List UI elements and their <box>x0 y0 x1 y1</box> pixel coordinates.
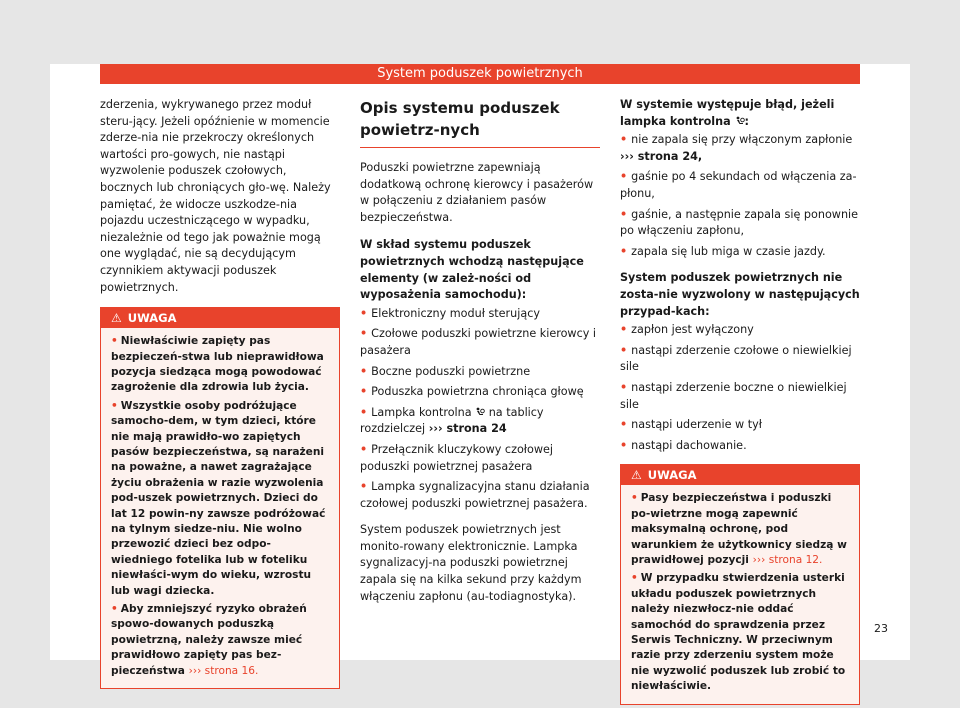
list-item <box>360 384 600 401</box>
warning-title: UWAGA <box>647 468 697 483</box>
list-item-text: gaśnie po 4 sekundach od włączenia za-płonu, <box>620 170 857 200</box>
list-item-text: Elektroniczny moduł sterujący <box>371 306 540 320</box>
list-item <box>620 417 860 434</box>
page-reference-link[interactable]: ››› strona 12. <box>752 553 823 566</box>
list-item-text: Boczne poduszki powietrzne <box>371 364 531 378</box>
warning-item <box>111 399 329 599</box>
subheading: System poduszek powietrznych nie zosta-nie wyzwolony w następujących przypad-kach: <box>620 271 860 318</box>
bullet-icon: • <box>620 323 628 337</box>
warning-item <box>111 602 329 679</box>
subheading-text: W systemie występuje błąd, jeżeli lampka kontrolna <box>620 98 835 128</box>
warning-body <box>101 328 339 688</box>
bullet-icon: • <box>111 399 118 412</box>
bullet-icon: • <box>631 572 638 585</box>
list-item <box>360 364 600 381</box>
list-item <box>620 132 860 165</box>
list-item <box>360 479 600 512</box>
warning-item <box>111 334 329 396</box>
subheading <box>620 97 860 130</box>
warning-header <box>621 465 859 485</box>
list-item <box>620 438 860 455</box>
subheading: W skład systemu poduszek powietrznych wchodzą następujące elementy (w zależ-ności od wyposażenia samochodu): <box>360 238 584 302</box>
subheading-text: : <box>744 114 750 128</box>
bullet-icon: • <box>620 133 628 147</box>
list-item-text: gaśnie, a następnie zapala się ponownie po włączeniu zapłonu, <box>620 207 859 238</box>
bullet-icon: • <box>360 306 368 320</box>
warning-item-text: Pasy bezpieczeństwa i poduszki po-wietrzne mogą zapewnić maksymalną ochronę, pod warunkiem że użytkownicy siedzą w prawidłowej pozycji <box>631 492 847 566</box>
list-item <box>620 244 860 261</box>
bullet-icon: • <box>111 335 118 348</box>
bullet-icon: • <box>620 380 628 394</box>
list-item <box>620 169 860 202</box>
list-item <box>620 343 860 376</box>
section-heading: Opis systemu poduszek powietrz-nych <box>360 97 600 148</box>
bullet-icon: • <box>360 364 368 378</box>
bullet-icon: • <box>360 385 368 399</box>
components-list <box>360 306 600 513</box>
bullet-icon: • <box>360 405 368 419</box>
warning-title: UWAGA <box>127 311 177 326</box>
list-item-text: Czołowe poduszki powietrzne kierowcy i pasażera <box>360 327 597 357</box>
list-item-text: na tablicy rozdzielczej <box>360 405 544 436</box>
airbag-warning-lamp-icon <box>735 116 745 126</box>
warning-triangle-icon: ⚠ <box>111 311 122 326</box>
list-item-text: Przełącznik kluczykowy czołowej poduszki powietrznej pasażera <box>360 442 553 473</box>
intro-paragraph: zderzenia, wykrywanego przez moduł steru-jący. Jeżeli opóźnienie w momencie zderze-nia nie przekroczy określonych wartości pro-gowych, nie nastąpi wyzwolenie poduszek czołowych, bocznych lub chroniących gło-wę. Należy pamiętać, że widocze uszkodze-nia pojazdu uczestniczącego w wypadku, niezależnie od tego jak poważnie mogą one wyglądać, nie są decydującym czynnikiem aktywacji poduszek powietrznych. <box>100 98 331 294</box>
warning-item <box>631 491 849 568</box>
bullet-icon: • <box>111 603 118 616</box>
list-item <box>620 380 860 413</box>
bullet-icon: • <box>360 480 368 494</box>
page-number: 23 <box>874 622 888 635</box>
page-reference-link[interactable]: ››› strona 16. <box>188 664 259 677</box>
cases-list <box>620 322 860 454</box>
warning-box-1 <box>100 307 340 689</box>
list-item-text: zapłon jest wyłączony <box>631 323 754 337</box>
list-item <box>360 405 600 438</box>
warning-item-text: Niewłaściwie zapięty pas bezpieczeń-stwa lub nieprawidłowa pozycja siedząca mogą powodować zagrożenie dla zdrowia lub życia. <box>111 335 324 394</box>
list-item-text: Lampka kontrolna <box>371 405 472 419</box>
page-reference-link[interactable]: ››› strona 24 <box>428 422 507 436</box>
bullet-icon: • <box>620 170 628 184</box>
bullet-icon: • <box>620 207 628 221</box>
warning-item-text: Aby zmniejszyć ryzyko obrażeń spowo-dowanych poduszką powietrzną, należy zawsze mieć prawidłowo zapięty pas bez-pieczeństwa <box>111 603 307 677</box>
bullet-icon: • <box>631 492 638 505</box>
airbag-warning-lamp-icon <box>475 407 485 417</box>
list-item <box>360 442 600 475</box>
list-item-text: Poduszka powietrzna chroniąca głowę <box>371 385 584 399</box>
list-item-text: nastąpi zderzenie czołowe o niewielkiej sile <box>620 343 852 374</box>
column-1 <box>100 97 340 689</box>
bullet-icon: • <box>620 244 628 258</box>
list-item-text: nastąpi zderzenie boczne o niewielkiej sile <box>620 380 847 411</box>
list-item <box>620 322 860 339</box>
bullet-icon: • <box>620 438 628 452</box>
warning-item <box>631 571 849 694</box>
bullet-icon: • <box>360 442 368 456</box>
list-item-text: nie zapala się przy włączonym zapłonie <box>631 133 853 147</box>
warning-box-2 <box>620 464 860 704</box>
paragraph: System poduszek powietrznych jest monito-rowany elektronicznie. Lampka sygnalizacyj-na poduszki powietrznej zapala się na kilka sekund przy każdym włączeniu zapłonu (au-todiagnostyka). <box>360 523 582 603</box>
bullet-icon: • <box>360 327 368 341</box>
page-reference-link[interactable]: ››› strona 24, <box>620 149 703 163</box>
warning-item-text: W przypadku stwierdzenia usterki układu poduszek powietrznych należy niezwłocz-nie oddać samochód do sprawdzenia przez Serwis Techniczny. W przeciwnym razie przy zderzeniu system może nie wyzwolić poduszek lub zrobić to niewłaściwie. <box>631 572 846 693</box>
section-header: System poduszek powietrznych <box>100 64 860 84</box>
column-2 <box>360 97 600 616</box>
warning-header <box>101 308 339 328</box>
warning-body <box>621 485 859 703</box>
bullet-icon: • <box>620 418 628 432</box>
bullet-icon: • <box>620 343 628 357</box>
column-3 <box>620 97 860 705</box>
error-list <box>620 132 860 260</box>
list-item-text: zapala się lub miga w czasie jazdy. <box>631 244 826 258</box>
warning-item-text: Wszystkie osoby podróżujące samocho-dem, w tym dzieci, które nie mają prawidło-wo zapiętych pasów bezpieczeństwa, są narażeni na poważne, a nawet zagrażające życiu obrażenia w razie wyzwolenia pod-uszek powietrznych. Dzieci do lat 12 powin-ny zawsze podróżować na tylnym siedze-niu. Nie wolno przewozić dzieci bez odpo-wiedniego fotelika lub w foteliku niewłaści-wym do wieku, wzrostu lub wagi dziecka. <box>111 399 326 597</box>
list-item <box>620 207 860 240</box>
list-item <box>360 306 600 323</box>
list-item-text: nastąpi dachowanie. <box>631 438 747 452</box>
paragraph: Poduszki powietrzne zapewniają dodatkową ochronę kierowcy i pasażerów w połączeniu z działaniem pasów bezpieczeństwa. <box>360 161 594 224</box>
list-item-text: Lampka sygnalizacyjna stanu działania czołowej poduszki powietrznej pasażera. <box>360 480 590 510</box>
list-item <box>360 326 600 359</box>
warning-triangle-icon: ⚠ <box>631 468 642 483</box>
list-item-text: nastąpi uderzenie w tył <box>631 418 762 432</box>
